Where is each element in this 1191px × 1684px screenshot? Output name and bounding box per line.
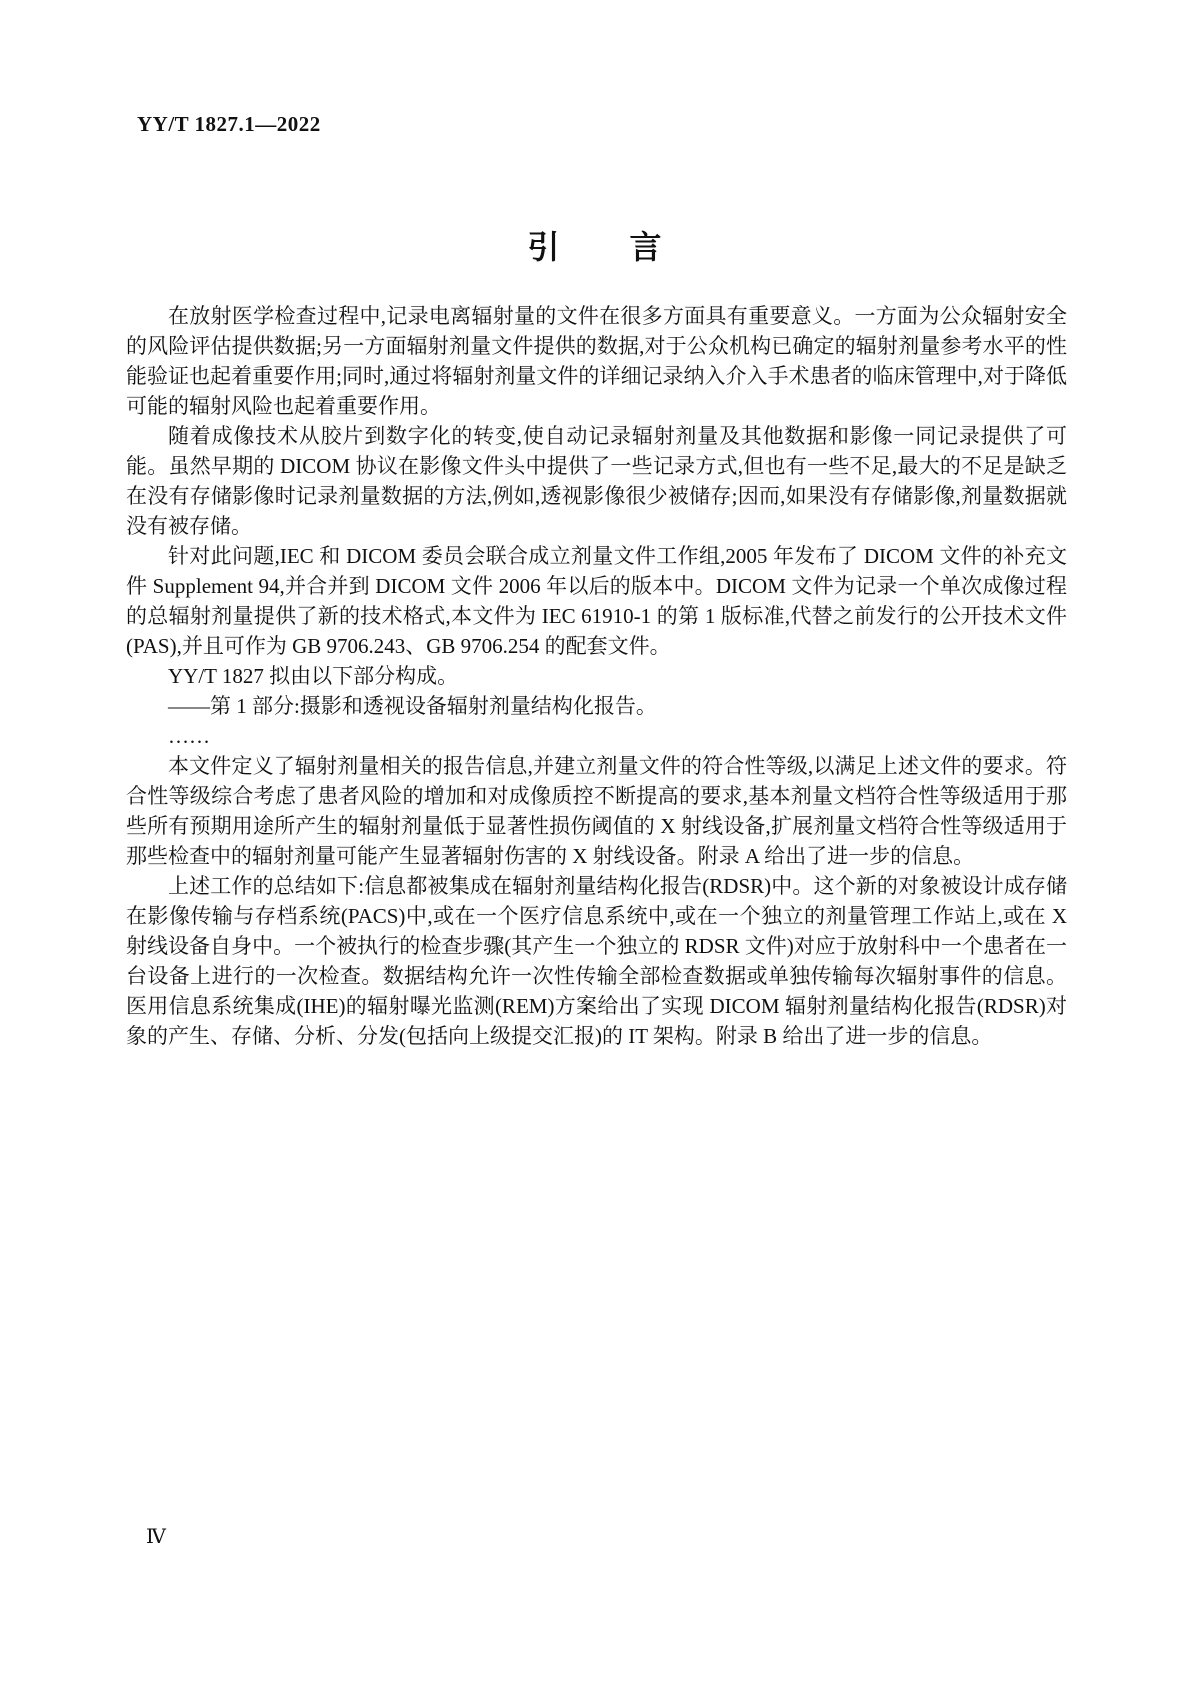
paragraph-ellipsis: ……	[168, 724, 210, 748]
paragraph-conformance-levels: 本文件定义了辐射剂量相关的报告信息,并建立剂量文件的符合性等级,以满足上述文件的要求。符合性等级综合考虑了患者风险的增加和对成像质控不断提高的要求,基本剂量文档符合性等级适用于那些所有预期用途所产生的辐射剂量低于显著性损伤阈值的 X 射线设备,扩展剂量文档符合性等级适用于那些检查中的辐射剂量可能产生显著辐射伤害的 X 射线设备。附录 A 给出了进一步的信息。	[126, 754, 1067, 868]
paragraph-digital-transition: 随着成像技术从胶片到数字化的转变,使自动记录辐射剂量及其他数据和影像一同记录提供了可能。虽然早期的 DICOM 协议在影像文件头中提供了一些记录方式,但也有一些不足,最大的不足是缺乏在没有存储影像时记录剂量数据的方法,例如,透视影像很少被储存;因而,如果没有存储影像,剂量数据就没有被存储。	[126, 424, 1067, 538]
body-text	[126, 301, 1067, 1051]
paragraph-rdsr-summary: 上述工作的总结如下:信息都被集成在辐射剂量结构化报告(RDSR)中。这个新的对象被设计成存储在影像传输与存档系统(PACS)中,或在一个医疗信息系统中,或在一个独立的剂量管理工作站上,或在 X 射线设备自身中。一个被执行的检查步骤(其产生一个独立的 RDSR 文件)对应于放射科中一个患者在一台设备上进行的一次检查。数据结构允许一次性传输全部检查数据或单独传输每次辐射事件的信息。医用信息系统集成(IHE)的辐射曝光监测(REM)方案给出了实现 DICOM 辐射剂量结构化报告(RDSR)对象的产生、存储、分析、分发(包括向上级提交汇报)的 IT 架构。附录 B 给出了进一步的信息。	[126, 874, 1067, 1048]
page-number: Ⅳ	[146, 1526, 166, 1548]
document-code: YY/T 1827.1—2022	[137, 112, 321, 136]
paragraph-series-composition: YY/T 1827 拟由以下部分构成。	[168, 664, 459, 688]
section-title: 引 言	[527, 229, 664, 265]
paragraph-part1-item: ——第 1 部分:摄影和透视设备辐射剂量结构化报告。	[168, 694, 657, 718]
paragraph-intro-significance: 在放射医学检查过程中,记录电离辐射量的文件在很多方面具有重要意义。一方面为公众辐射安全的风险评估提供数据;另一方面辐射剂量文件提供的数据,对于公众机构已确定的辐射剂量参考水平的性能验证也起着重要作用;同时,通过将辐射剂量文件的详细记录纳入介入手术患者的临床管理中,对于降低可能的辐射风险也起着重要作用。	[126, 304, 1067, 418]
paragraph-iec-dicom-history: 针对此问题,IEC 和 DICOM 委员会联合成立剂量文件工作组,2005 年发布了 DICOM 文件的补充文件 Supplement 94,并合并到 DICOM 文件 2006 年以后的版本中。DICOM 文件为记录一个单次成像过程的总辐射剂量提供了新的技术格式,本文件为 IEC 61910-1 的第 1 版标准,代替之前发行的公开技术文件(PAS),并且可作为 GB 9706.243、GB 9706.254 的配套文件。	[126, 544, 1067, 658]
